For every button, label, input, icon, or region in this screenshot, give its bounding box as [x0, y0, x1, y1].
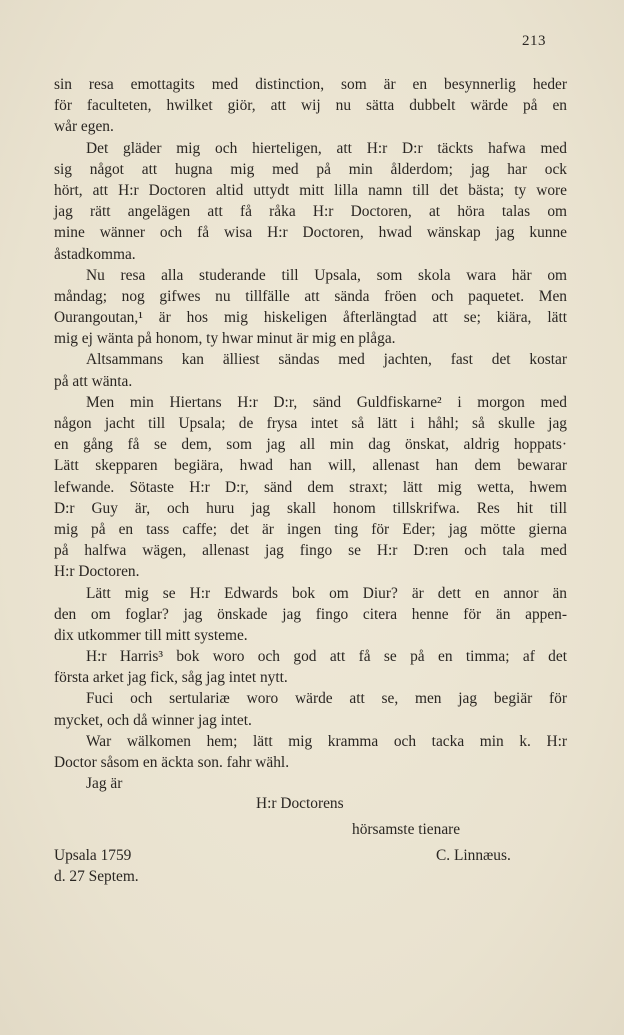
- text-line: jag rätt angelägen att få råka H:r Doctoren, at höra talas om: [54, 203, 567, 221]
- text-line: den om foglar? jag önskade jag fingo citera henne för än appen-: [54, 605, 567, 623]
- text-line: måndag; nog gifwes nu tillfälle att sända fröen och paquetet. Men: [54, 287, 567, 305]
- text-line: Doctor såsom en äckta son. fahr wähl.: [54, 754, 290, 771]
- closing-place-year: Upsala 1759: [54, 847, 132, 864]
- text-line: H:r Harris³ bok woro och god att få se på en timma; af det: [86, 648, 567, 666]
- closing-date: d. 27 Septem.: [54, 868, 139, 885]
- text-line: på att wänta.: [54, 372, 133, 390]
- page-number: 213: [522, 33, 546, 49]
- text-line: wår egen.: [54, 118, 114, 136]
- text-line: Lätt mig se H:r Edwards bok om Diur? är dett en annor än: [86, 584, 567, 602]
- text-line: Lätt skepparen begiära, hwad han will, allenast han dem bewarar: [54, 457, 567, 475]
- text-line: Ourangoutan,¹ är hos mig hiskeligen åfterlängtad att se; kiära, lätt: [54, 309, 567, 327]
- text-line: på halfwa wägen, allenast jag fingo se H:r D:ren och tala med: [54, 542, 567, 560]
- text-line: för faculteten, hwilket giör, att wij nu sätta dubbelt wärde på en: [54, 97, 567, 115]
- text-line: Nu resa alla studerande till Upsala, som skola wara här om: [86, 266, 567, 284]
- text-line: Altsammans kan älliest sändas med jachten, fast det kostar: [86, 351, 567, 369]
- closing-addressee: H:r Doctorens: [256, 795, 344, 812]
- letter-body: [54, 74, 567, 794]
- text-line: åstadkomma.: [54, 245, 136, 263]
- text-line: mycket, och då winner jag intet.: [54, 711, 252, 729]
- text-line: hört, att H:r Doctoren altid uttydt mitt lilla namn till det bästa; ty wore: [54, 181, 567, 199]
- text-line: sig något att hugna mig med på min ålderdom; jag har ock: [54, 160, 567, 178]
- text-line: mig på en tass caffe; det är ingen ting för Eder; jag mötte gierna: [54, 520, 567, 538]
- text-line: mig ej wänta på honom, ty hwar minut är mig en plåga.: [54, 330, 396, 348]
- text-line: någon jacht till Upsala; de frysa intet så lätt i håhl; så skulle jag: [54, 415, 567, 432]
- text-line: dix utkommer till mitt systeme.: [54, 626, 248, 644]
- closing-humble-servant: hörsamste tienare: [352, 821, 461, 838]
- text-line: H:r Doctoren.: [54, 563, 140, 581]
- text-line: Det gläder mig och hierteligen, att H:r D:r täckts hafwa med: [86, 139, 567, 157]
- text-line: Fuci och sertulariæ woro wärde att se, men jag begiär för: [86, 690, 567, 708]
- text-line: War wälkomen hem; lätt mig kramma och tacka min k. H:r: [86, 732, 567, 750]
- text-line: Men min Hiertans H:r D:r, sänd Guldfiskarne² i morgon med: [86, 393, 567, 411]
- text-line: första arket jag fick, såg jag intet nytt.: [54, 669, 288, 687]
- text-line: D:r Guy är, och huru jag skall honom tillskrifwa. Res hit till: [54, 499, 567, 517]
- text-line: mine wänner och få wisa H:r Doctoren, hwad wänskap jag kunne: [54, 224, 567, 242]
- text-line: Jag är: [86, 775, 123, 793]
- text-line: sin resa emottagits med distinction, som är en besynnerlig heder: [54, 76, 567, 93]
- text-line: en gång få se dem, som jag all min dag önskat, aldrig hoppats·: [54, 436, 567, 454]
- text-line: lefwande. Sötaste H:r D:r, sänd dem straxt; lätt mig wetta, hwem: [54, 478, 567, 496]
- signature: C. Linnæus.: [436, 847, 511, 864]
